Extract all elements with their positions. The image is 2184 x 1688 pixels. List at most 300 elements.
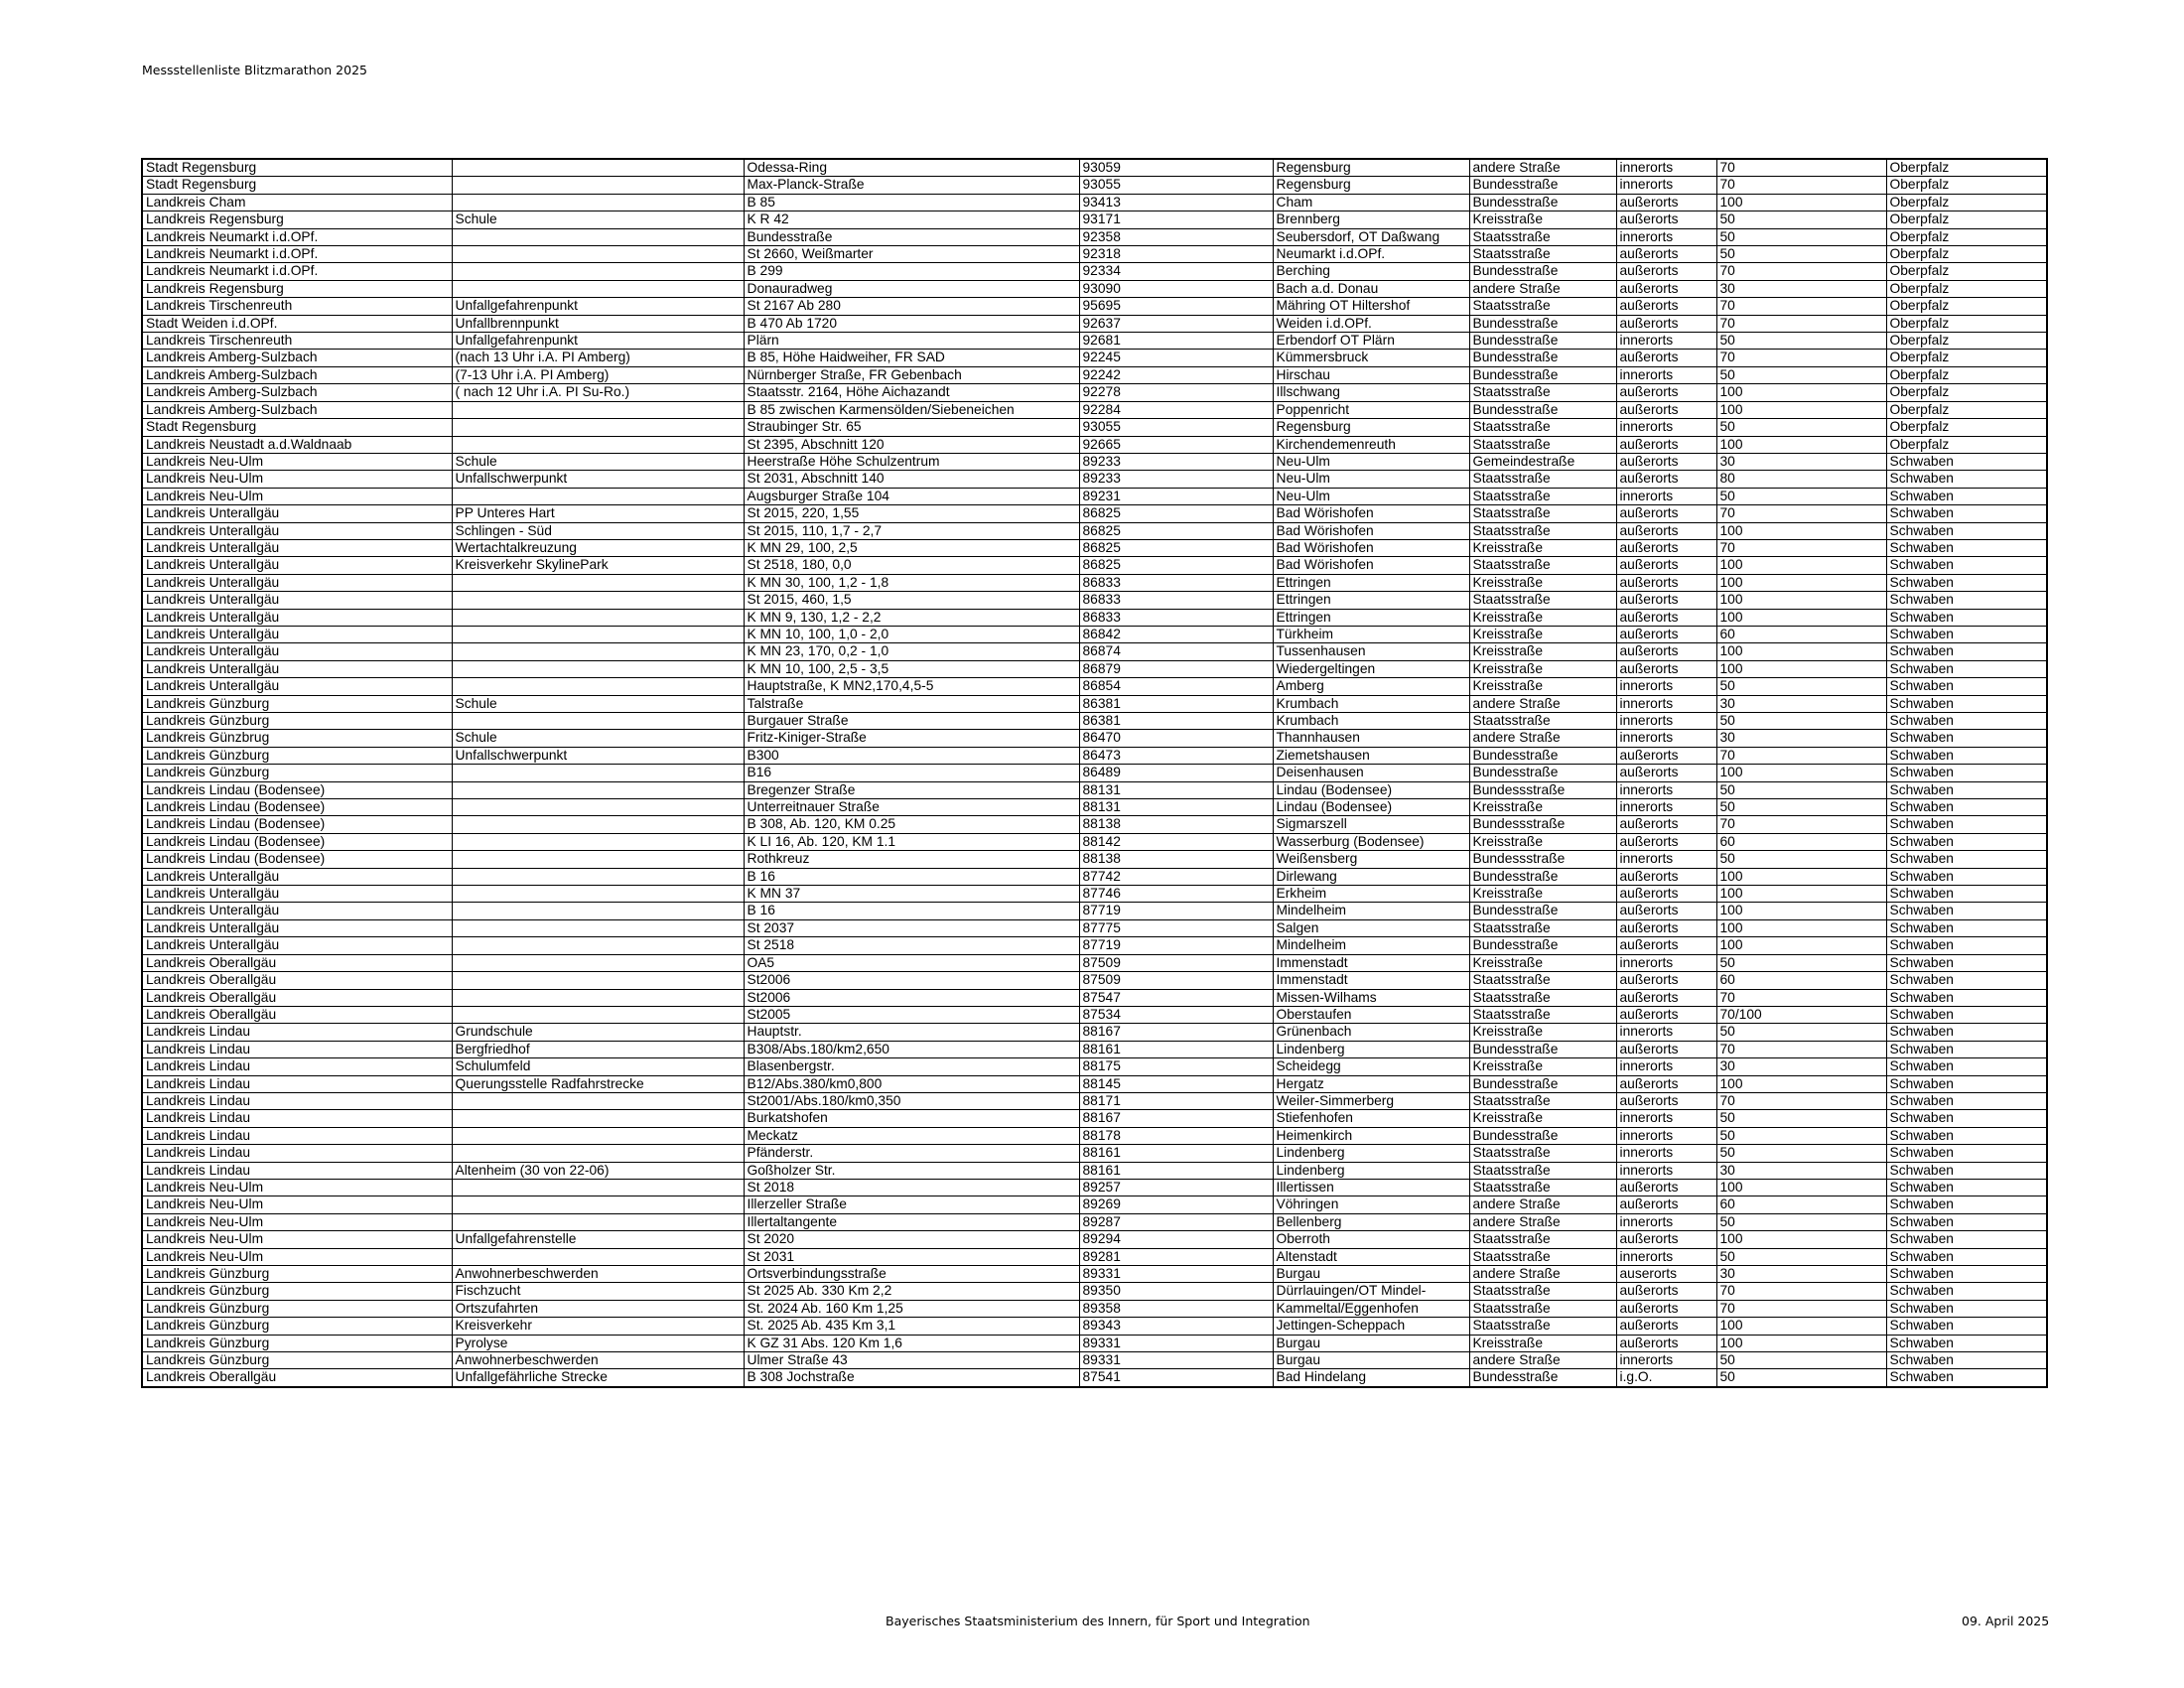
- district-cell: Landkreis Neu-Ulm: [142, 1231, 452, 1248]
- reason-cell: [452, 1092, 744, 1109]
- district-cell: Landkreis Unterallgäu: [142, 886, 452, 903]
- location-cell: St 2018: [744, 1179, 1079, 1196]
- region-cell: Schwaben: [1886, 730, 2047, 747]
- district-cell: Stadt Weiden i.d.OPf.: [142, 315, 452, 332]
- area-type-cell: außerorts: [1616, 211, 1716, 228]
- district-cell: Landkreis Neu-Ulm: [142, 488, 452, 504]
- postal-code-cell: 93055: [1079, 177, 1273, 194]
- district-cell: Landkreis Amberg-Sulzbach: [142, 401, 452, 418]
- postal-code-cell: 93055: [1079, 419, 1273, 436]
- speed-limit-cell: 100: [1716, 660, 1886, 677]
- postal-code-cell: 88138: [1079, 816, 1273, 833]
- road-type-cell: Staatsstraße: [1469, 1092, 1616, 1109]
- district-cell: Landkreis Lindau (Bodensee): [142, 799, 452, 816]
- location-cell: Blasenbergstr.: [744, 1058, 1079, 1075]
- municipality-cell: Weißensberg: [1273, 851, 1469, 868]
- road-type-cell: Staatsstraße: [1469, 419, 1616, 436]
- area-type-cell: innerorts: [1616, 177, 1716, 194]
- table-row: [142, 1006, 2047, 1023]
- table-row: [142, 539, 2047, 556]
- district-cell: Landkreis Regensburg: [142, 211, 452, 228]
- speed-limit-cell: 70: [1716, 298, 1886, 315]
- speed-limit-cell: 100: [1716, 194, 1886, 211]
- speed-limit-cell: 30: [1716, 730, 1886, 747]
- municipality-cell: Krumbach: [1273, 713, 1469, 730]
- area-type-cell: außerorts: [1616, 1196, 1716, 1213]
- reason-cell: [452, 1127, 744, 1144]
- district-cell: Landkreis Unterallgäu: [142, 557, 452, 574]
- district-cell: Landkreis Günzburg: [142, 1300, 452, 1317]
- table-row: [142, 228, 2047, 245]
- area-type-cell: innerorts: [1616, 1213, 1716, 1230]
- area-type-cell: außerorts: [1616, 350, 1716, 366]
- district-cell: Landkreis Tirschenreuth: [142, 333, 452, 350]
- reason-cell: Schule: [452, 695, 744, 712]
- postal-code-cell: 89331: [1079, 1335, 1273, 1351]
- area-type-cell: außerorts: [1616, 919, 1716, 936]
- area-type-cell: außerorts: [1616, 263, 1716, 280]
- region-cell: Schwaben: [1886, 1283, 2047, 1300]
- reason-cell: [452, 609, 744, 626]
- reason-cell: Querungsstelle Radfahrstrecke: [452, 1075, 744, 1092]
- location-cell: B12/Abs.380/km0,800: [744, 1075, 1079, 1092]
- district-cell: Landkreis Lindau: [142, 1145, 452, 1162]
- road-type-cell: Kreisstraße: [1469, 1058, 1616, 1075]
- speed-limit-cell: 50: [1716, 1213, 1886, 1230]
- road-type-cell: Bundesstraße: [1469, 1369, 1616, 1387]
- postal-code-cell: 86879: [1079, 660, 1273, 677]
- municipality-cell: Illschwang: [1273, 384, 1469, 401]
- road-type-cell: Kreisstraße: [1469, 574, 1616, 591]
- reason-cell: [452, 1196, 744, 1213]
- road-type-cell: Staatsstraße: [1469, 1179, 1616, 1196]
- area-type-cell: außerorts: [1616, 765, 1716, 781]
- municipality-cell: Poppenricht: [1273, 401, 1469, 418]
- footer-date: 09. April 2025: [1962, 1614, 2050, 1628]
- reason-cell: Pyrolyse: [452, 1335, 744, 1351]
- reason-cell: [452, 488, 744, 504]
- region-cell: Schwaben: [1886, 1127, 2047, 1144]
- area-type-cell: außerorts: [1616, 453, 1716, 470]
- road-type-cell: andere Straße: [1469, 1352, 1616, 1369]
- table-row: [142, 903, 2047, 919]
- table-row: [142, 1041, 2047, 1057]
- location-cell: St 2167 Ab 280: [744, 298, 1079, 315]
- table-row: [142, 177, 2047, 194]
- road-type-cell: andere Straße: [1469, 280, 1616, 297]
- road-type-cell: Staatsstraße: [1469, 471, 1616, 488]
- location-cell: Illertaltangente: [744, 1213, 1079, 1230]
- speed-limit-cell: 100: [1716, 1318, 1886, 1335]
- table-row: [142, 1179, 2047, 1196]
- location-cell: Ulmer Straße 43: [744, 1352, 1079, 1369]
- region-cell: Schwaben: [1886, 781, 2047, 798]
- road-type-cell: Staatsstraße: [1469, 1145, 1616, 1162]
- reason-cell: [452, 643, 744, 660]
- location-cell: B 16: [744, 903, 1079, 919]
- postal-code-cell: 88131: [1079, 799, 1273, 816]
- area-type-cell: außerorts: [1616, 1283, 1716, 1300]
- speed-limit-cell: 30: [1716, 453, 1886, 470]
- municipality-cell: Berching: [1273, 263, 1469, 280]
- reason-cell: Bergfriedhof: [452, 1041, 744, 1057]
- reason-cell: [452, 868, 744, 885]
- postal-code-cell: 89257: [1079, 1179, 1273, 1196]
- reason-cell: [452, 1213, 744, 1230]
- district-cell: Landkreis Günzburg: [142, 747, 452, 764]
- reason-cell: [452, 954, 744, 971]
- area-type-cell: innerorts: [1616, 678, 1716, 695]
- postal-code-cell: 87534: [1079, 1006, 1273, 1023]
- table-row: [142, 592, 2047, 609]
- location-cell: St2005: [744, 1006, 1079, 1023]
- region-cell: Schwaben: [1886, 660, 2047, 677]
- road-type-cell: Staatsstraße: [1469, 592, 1616, 609]
- reason-cell: [452, 177, 744, 194]
- municipality-cell: Salgen: [1273, 919, 1469, 936]
- municipality-cell: Ettringen: [1273, 574, 1469, 591]
- region-cell: Schwaben: [1886, 1058, 2047, 1075]
- reason-cell: ( nach 12 Uhr i.A. PI Su-Ro.): [452, 384, 744, 401]
- speed-limit-cell: 100: [1716, 643, 1886, 660]
- municipality-cell: Cham: [1273, 194, 1469, 211]
- postal-code-cell: 89331: [1079, 1266, 1273, 1283]
- municipality-cell: Altenstadt: [1273, 1248, 1469, 1265]
- region-cell: Oberpfalz: [1886, 228, 2047, 245]
- speed-limit-cell: 70: [1716, 1092, 1886, 1109]
- location-cell: Donauradweg: [744, 280, 1079, 297]
- road-type-cell: Bundessstraße: [1469, 781, 1616, 798]
- road-type-cell: Staatsstraße: [1469, 1231, 1616, 1248]
- postal-code-cell: 89281: [1079, 1248, 1273, 1265]
- table-body: [142, 159, 2047, 1387]
- location-cell: B 299: [744, 263, 1079, 280]
- postal-code-cell: 92242: [1079, 366, 1273, 383]
- reason-cell: Unfallschwerpunkt: [452, 747, 744, 764]
- road-type-cell: Staatsstraße: [1469, 488, 1616, 504]
- district-cell: Landkreis Lindau: [142, 1058, 452, 1075]
- area-type-cell: innerorts: [1616, 1127, 1716, 1144]
- municipality-cell: Kammeltal/Eggenhofen: [1273, 1300, 1469, 1317]
- postal-code-cell: 86381: [1079, 695, 1273, 712]
- table-row: [142, 1075, 2047, 1092]
- area-type-cell: i.g.O.: [1616, 1369, 1716, 1387]
- location-cell: Augsburger Straße 104: [744, 488, 1079, 504]
- table-row: [142, 159, 2047, 177]
- municipality-cell: Weiler-Simmerberg: [1273, 1092, 1469, 1109]
- table-row: [142, 557, 2047, 574]
- area-type-cell: außerorts: [1616, 833, 1716, 850]
- area-type-cell: außerorts: [1616, 246, 1716, 263]
- speed-limit-cell: 50: [1716, 799, 1886, 816]
- speed-limit-cell: 80: [1716, 471, 1886, 488]
- district-cell: Landkreis Günzburg: [142, 1335, 452, 1351]
- postal-code-cell: 87509: [1079, 954, 1273, 971]
- district-cell: Landkreis Unterallgäu: [142, 626, 452, 642]
- reason-cell: [452, 436, 744, 453]
- postal-code-cell: 88167: [1079, 1110, 1273, 1127]
- postal-code-cell: 86473: [1079, 747, 1273, 764]
- road-type-cell: Staatsstraße: [1469, 1162, 1616, 1179]
- road-type-cell: Staatsstraße: [1469, 228, 1616, 245]
- speed-limit-cell: 100: [1716, 557, 1886, 574]
- table-row: [142, 713, 2047, 730]
- postal-code-cell: 87719: [1079, 903, 1273, 919]
- reason-cell: [452, 1006, 744, 1023]
- reason-cell: Unfallbrennpunkt: [452, 315, 744, 332]
- location-cell: Odessa-Ring: [744, 159, 1079, 177]
- table-row: [142, 419, 2047, 436]
- district-cell: Landkreis Lindau (Bodensee): [142, 781, 452, 798]
- district-cell: Landkreis Lindau: [142, 1024, 452, 1041]
- district-cell: Landkreis Unterallgäu: [142, 643, 452, 660]
- road-type-cell: Staatsstraße: [1469, 246, 1616, 263]
- municipality-cell: Mähring OT Hiltershof: [1273, 298, 1469, 315]
- location-cell: B 16: [744, 868, 1079, 885]
- road-type-cell: Bundesstraße: [1469, 401, 1616, 418]
- postal-code-cell: 87541: [1079, 1369, 1273, 1387]
- reason-cell: [452, 851, 744, 868]
- location-cell: Hauptstraße, K MN2,170,4,5-5: [744, 678, 1079, 695]
- page-header-title: Messstellenliste Blitzmarathon 2025: [142, 63, 367, 77]
- postal-code-cell: 89269: [1079, 1196, 1273, 1213]
- region-cell: Schwaben: [1886, 765, 2047, 781]
- table-row: [142, 972, 2047, 989]
- region-cell: Oberpfalz: [1886, 419, 2047, 436]
- reason-cell: [452, 401, 744, 418]
- reason-cell: [452, 419, 744, 436]
- municipality-cell: Bellenberg: [1273, 1213, 1469, 1230]
- area-type-cell: außerorts: [1616, 471, 1716, 488]
- municipality-cell: Grünenbach: [1273, 1024, 1469, 1041]
- speed-limit-cell: 50: [1716, 333, 1886, 350]
- municipality-cell: Erbendorf OT Plärn: [1273, 333, 1469, 350]
- municipality-cell: Scheidegg: [1273, 1058, 1469, 1075]
- postal-code-cell: 88131: [1079, 781, 1273, 798]
- reason-cell: Grundschule: [452, 1024, 744, 1041]
- region-cell: Schwaben: [1886, 937, 2047, 954]
- table-row: [142, 574, 2047, 591]
- table-row: [142, 488, 2047, 504]
- district-cell: Landkreis Lindau: [142, 1162, 452, 1179]
- reason-cell: [452, 660, 744, 677]
- table-row: [142, 315, 2047, 332]
- location-cell: St 2037: [744, 919, 1079, 936]
- area-type-cell: innerorts: [1616, 695, 1716, 712]
- district-cell: Landkreis Oberallgäu: [142, 1006, 452, 1023]
- road-type-cell: andere Straße: [1469, 730, 1616, 747]
- municipality-cell: Hirschau: [1273, 366, 1469, 383]
- table-row: [142, 263, 2047, 280]
- footer-ministry: Bayerisches Staatsministerium des Innern, für Sport und Integration: [886, 1614, 1310, 1628]
- table-row: [142, 1266, 2047, 1283]
- reason-cell: [452, 678, 744, 695]
- reason-cell: [452, 937, 744, 954]
- district-cell: Landkreis Amberg-Sulzbach: [142, 350, 452, 366]
- reason-cell: Anwohnerbeschwerden: [452, 1352, 744, 1369]
- postal-code-cell: 92278: [1079, 384, 1273, 401]
- region-cell: Oberpfalz: [1886, 366, 2047, 383]
- area-type-cell: außerorts: [1616, 194, 1716, 211]
- district-cell: Landkreis Regensburg: [142, 280, 452, 297]
- road-type-cell: Kreisstraße: [1469, 539, 1616, 556]
- location-cell: K MN 10, 100, 1,0 - 2,0: [744, 626, 1079, 642]
- road-type-cell: Bundesstraße: [1469, 315, 1616, 332]
- speed-limit-cell: 50: [1716, 1145, 1886, 1162]
- district-cell: Landkreis Lindau: [142, 1110, 452, 1127]
- reason-cell: [452, 592, 744, 609]
- postal-code-cell: 88145: [1079, 1075, 1273, 1092]
- region-cell: Schwaben: [1886, 886, 2047, 903]
- postal-code-cell: 88167: [1079, 1024, 1273, 1041]
- postal-code-cell: 86854: [1079, 678, 1273, 695]
- district-cell: Landkreis Günzburg: [142, 1352, 452, 1369]
- table-row: [142, 1300, 2047, 1317]
- location-cell: Max-Planck-Straße: [744, 177, 1079, 194]
- speed-limit-cell: 50: [1716, 851, 1886, 868]
- region-cell: Schwaben: [1886, 1213, 2047, 1230]
- reason-cell: Unfallschwerpunkt: [452, 471, 744, 488]
- area-type-cell: außerorts: [1616, 401, 1716, 418]
- road-type-cell: Bundesstraße: [1469, 1041, 1616, 1057]
- location-cell: B 308, Ab. 120, KM 0.25: [744, 816, 1079, 833]
- speed-limit-cell: 70: [1716, 1300, 1886, 1317]
- speed-limit-cell: 60: [1716, 972, 1886, 989]
- postal-code-cell: 86825: [1079, 557, 1273, 574]
- district-cell: Landkreis Neu-Ulm: [142, 1179, 452, 1196]
- road-type-cell: Kreisstraße: [1469, 1335, 1616, 1351]
- postal-code-cell: 88161: [1079, 1162, 1273, 1179]
- location-cell: B300: [744, 747, 1079, 764]
- speed-limit-cell: 30: [1716, 280, 1886, 297]
- area-type-cell: außerorts: [1616, 539, 1716, 556]
- municipality-cell: Bad Wörishofen: [1273, 522, 1469, 539]
- area-type-cell: innerorts: [1616, 333, 1716, 350]
- postal-code-cell: 92318: [1079, 246, 1273, 263]
- region-cell: Schwaben: [1886, 609, 2047, 626]
- location-cell: Goßholzer Str.: [744, 1162, 1079, 1179]
- speed-limit-cell: 100: [1716, 765, 1886, 781]
- region-cell: Schwaben: [1886, 574, 2047, 591]
- municipality-cell: Lindenberg: [1273, 1041, 1469, 1057]
- reason-cell: Schule: [452, 211, 744, 228]
- location-cell: Ortsverbindungsstraße: [744, 1266, 1079, 1283]
- area-type-cell: außerorts: [1616, 574, 1716, 591]
- postal-code-cell: 87719: [1079, 937, 1273, 954]
- municipality-cell: Kirchendemenreuth: [1273, 436, 1469, 453]
- region-cell: Schwaben: [1886, 919, 2047, 936]
- table-row: [142, 1318, 2047, 1335]
- table-row: [142, 1196, 2047, 1213]
- postal-code-cell: 89233: [1079, 471, 1273, 488]
- table-row: [142, 1092, 2047, 1109]
- municipality-cell: Wiedergeltingen: [1273, 660, 1469, 677]
- municipality-cell: Illertissen: [1273, 1179, 1469, 1196]
- area-type-cell: außerorts: [1616, 972, 1716, 989]
- area-type-cell: innerorts: [1616, 159, 1716, 177]
- region-cell: Schwaben: [1886, 1006, 2047, 1023]
- location-cell: B308/Abs.180/km2,650: [744, 1041, 1079, 1057]
- postal-code-cell: 92284: [1079, 401, 1273, 418]
- location-cell: St 2518: [744, 937, 1079, 954]
- road-type-cell: Staatsstraße: [1469, 298, 1616, 315]
- municipality-cell: Bad Wörishofen: [1273, 557, 1469, 574]
- table-row: [142, 1127, 2047, 1144]
- municipality-cell: Thannhausen: [1273, 730, 1469, 747]
- district-cell: Landkreis Neumarkt i.d.OPf.: [142, 246, 452, 263]
- road-type-cell: Kreisstraße: [1469, 799, 1616, 816]
- municipality-cell: Sigmarszell: [1273, 816, 1469, 833]
- region-cell: Oberpfalz: [1886, 401, 2047, 418]
- road-type-cell: Bundesstraße: [1469, 1127, 1616, 1144]
- district-cell: Stadt Regensburg: [142, 177, 452, 194]
- speed-limit-cell: 100: [1716, 886, 1886, 903]
- speed-limit-cell: 100: [1716, 609, 1886, 626]
- municipality-cell: Lindau (Bodensee): [1273, 781, 1469, 798]
- road-type-cell: Bundesstraße: [1469, 747, 1616, 764]
- district-cell: Landkreis Günzbrug: [142, 730, 452, 747]
- reason-cell: Kreisverkehr SkylinePark: [452, 557, 744, 574]
- region-cell: Oberpfalz: [1886, 263, 2047, 280]
- location-cell: Straubinger Str. 65: [744, 419, 1079, 436]
- location-cell: Bregenzer Straße: [744, 781, 1079, 798]
- municipality-cell: Ziemetshausen: [1273, 747, 1469, 764]
- area-type-cell: außerorts: [1616, 298, 1716, 315]
- municipality-cell: Immenstadt: [1273, 954, 1469, 971]
- district-cell: Landkreis Günzburg: [142, 695, 452, 712]
- municipality-cell: Lindenberg: [1273, 1162, 1469, 1179]
- area-type-cell: innerorts: [1616, 730, 1716, 747]
- table-row: [142, 868, 2047, 885]
- speed-limit-cell: 100: [1716, 1335, 1886, 1351]
- region-cell: Oberpfalz: [1886, 177, 2047, 194]
- municipality-cell: Deisenhausen: [1273, 765, 1469, 781]
- table-row: [142, 833, 2047, 850]
- district-cell: Landkreis Unterallgäu: [142, 919, 452, 936]
- region-cell: Schwaben: [1886, 1179, 2047, 1196]
- location-cell: Nürnberger Straße, FR Gebenbach: [744, 366, 1079, 383]
- road-type-cell: Bundesstraße: [1469, 350, 1616, 366]
- road-type-cell: Bundesstraße: [1469, 868, 1616, 885]
- district-cell: Stadt Regensburg: [142, 159, 452, 177]
- postal-code-cell: 86833: [1079, 592, 1273, 609]
- reason-cell: (7-13 Uhr i.A. PI Amberg): [452, 366, 744, 383]
- municipality-cell: Bad Wörishofen: [1273, 539, 1469, 556]
- road-type-cell: andere Straße: [1469, 1196, 1616, 1213]
- road-type-cell: Staatsstraße: [1469, 989, 1616, 1006]
- speed-limit-cell: 100: [1716, 401, 1886, 418]
- municipality-cell: Neu-Ulm: [1273, 471, 1469, 488]
- region-cell: Schwaben: [1886, 1300, 2047, 1317]
- postal-code-cell: 86470: [1079, 730, 1273, 747]
- region-cell: Schwaben: [1886, 747, 2047, 764]
- area-type-cell: innerorts: [1616, 851, 1716, 868]
- district-cell: Landkreis Neu-Ulm: [142, 471, 452, 488]
- area-type-cell: außerorts: [1616, 557, 1716, 574]
- reason-cell: Unfallgefahrenstelle: [452, 1231, 744, 1248]
- reason-cell: [452, 1110, 744, 1127]
- speed-limit-cell: 60: [1716, 1196, 1886, 1213]
- municipality-cell: Immenstadt: [1273, 972, 1469, 989]
- postal-code-cell: 89287: [1079, 1213, 1273, 1230]
- area-type-cell: innerorts: [1616, 1058, 1716, 1075]
- speed-limit-cell: 100: [1716, 937, 1886, 954]
- location-cell: B 85: [744, 194, 1079, 211]
- reason-cell: (nach 13 Uhr i.A. PI Amberg): [452, 350, 744, 366]
- location-cell: B 85 zwischen Karmensölden/Siebeneichen: [744, 401, 1079, 418]
- road-type-cell: Staatsstraße: [1469, 1248, 1616, 1265]
- postal-code-cell: 86489: [1079, 765, 1273, 781]
